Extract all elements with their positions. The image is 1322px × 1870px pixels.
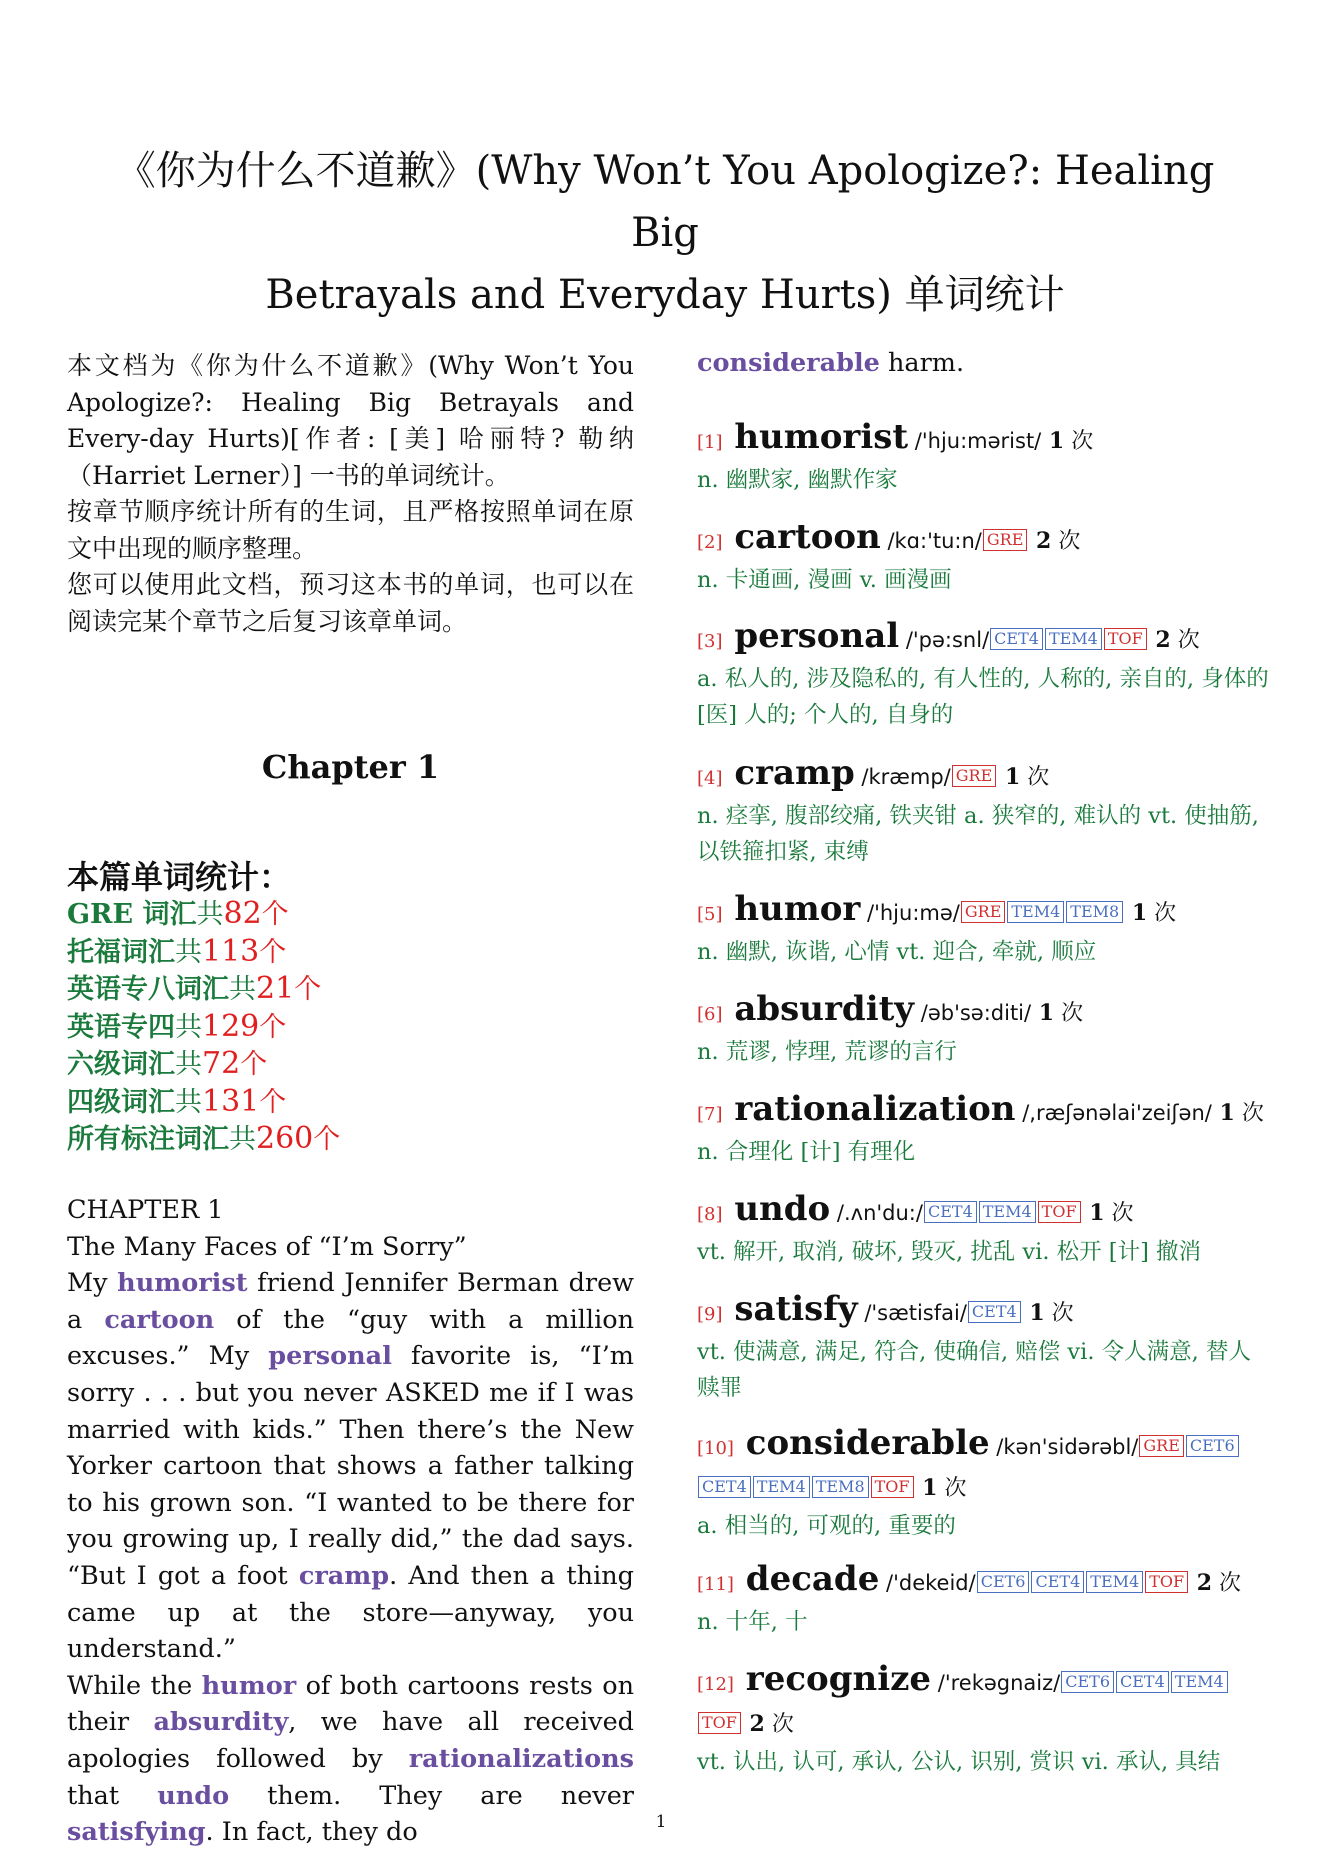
stats-label-suffix: 共 <box>229 974 256 1005</box>
stats-label-suffix: 共 <box>175 1049 202 1080</box>
vocab-tag: CET4 <box>924 1201 977 1223</box>
vocab-header <box>697 990 1269 1034</box>
document-title <box>90 140 1240 326</box>
vocab-index: [10] <box>697 1438 734 1459</box>
intro-p1: 本文档为《你为什么不道歉》(Why Won’t You Apologize?: Healing Big Betrayals and Every-day Hurts)[作者: [美] 哈丽特? 勒纳（Harriet Lerner）] 一书的单词统计。 <box>67 351 634 490</box>
vocab-tag: CET4 <box>1031 1571 1084 1593</box>
stats-label: 托福词汇 <box>67 936 175 968</box>
vocab-word: cramp <box>722 753 855 793</box>
intro-paragraphs <box>67 348 634 640</box>
stats-list <box>67 896 340 1159</box>
vocab-header <box>697 1090 1269 1134</box>
stats-title: 本篇单词统计： <box>67 858 292 896</box>
vocab-index: [2] <box>697 532 723 553</box>
stats-count: 260 <box>256 1121 314 1156</box>
vocab-index: [3] <box>697 631 723 652</box>
vocab-phonetic: /.ʌn'du:/ <box>830 1201 923 1225</box>
vocab-header <box>697 1190 1269 1234</box>
stats-label: 六级词汇 <box>67 1049 175 1080</box>
vocab-tag: CET6 <box>1186 1435 1239 1457</box>
vocab-word: rationalization <box>722 1089 1016 1129</box>
vocab-phonetic: /'hju:mə/ <box>860 901 960 925</box>
vocab-header <box>697 1424 1269 1508</box>
vocab-count: 2 次 <box>741 1711 794 1737</box>
stats-label: GRE 词汇 <box>67 899 197 930</box>
vocab-index: [8] <box>697 1204 723 1225</box>
text-run: of the “guy with a million excuses.” My <box>67 1304 635 1372</box>
vocab-entry <box>697 1660 1269 1780</box>
vocab-phonetic: /,ræʃənəlai'zeiʃən/ <box>1015 1101 1212 1125</box>
vocab-word: recognize <box>733 1659 932 1699</box>
highlight-word[interactable]: satisfying <box>67 1817 206 1848</box>
vocab-header <box>697 1560 1269 1604</box>
vocab-tag: TEM4 <box>1007 901 1064 923</box>
vocab-definition: n. 合理化 [计] 有理化 <box>697 1139 916 1165</box>
vocab-tag: CET4 <box>1116 1671 1169 1693</box>
vocab-index: [5] <box>697 904 723 925</box>
vocab-definition: n. 幽默家, 幽默作家 <box>697 467 898 493</box>
intro-p2: 按章节顺序统计所有的生词，且严格按照单词在原文中出现的顺序整理。 <box>67 497 634 563</box>
stats-label-suffix: 共 <box>175 1086 202 1118</box>
vocab-entry <box>697 890 1269 970</box>
text-run: My <box>67 1268 118 1299</box>
vocab-header <box>697 754 1269 798</box>
vocab-tag: CET4 <box>698 1476 751 1498</box>
vocab-tag: GRE <box>952 765 997 787</box>
vocab-index: [11] <box>697 1574 734 1595</box>
vocab-index: [6] <box>697 1004 723 1025</box>
vocab-count: 2 次 <box>1028 528 1081 554</box>
vocab-header <box>697 1290 1269 1334</box>
vocab-word: undo <box>722 1189 831 1229</box>
vocab-word: satisfy <box>722 1289 858 1329</box>
vocab-phonetic: /'dekeid/ <box>879 1571 976 1595</box>
stats-row <box>67 971 340 1009</box>
vocab-index: [4] <box>697 768 723 789</box>
vocab-phonetic: /'rekəgnaiz/ <box>931 1671 1061 1695</box>
stats-row <box>67 1084 340 1122</box>
vocab-tag: CET4 <box>968 1301 1021 1323</box>
vocab-entry <box>697 418 1269 498</box>
continuation-line <box>697 348 964 378</box>
vocab-definition: n. 荒谬, 悖理, 荒谬的言行 <box>697 1039 957 1065</box>
vocab-definition: n. 卡通画, 漫画 v. 画漫画 <box>697 567 952 593</box>
stats-label: 所有标注词汇 <box>67 1124 229 1155</box>
vocab-word: cartoon <box>722 517 881 557</box>
stats-label-suffix: 共 <box>175 1011 202 1043</box>
highlight-word[interactable]: humor <box>201 1670 297 1701</box>
title-line-2: Betrayals and Everyday Hurts) 单词统计 <box>265 272 1065 318</box>
vocab-header <box>697 890 1269 934</box>
vocab-header <box>697 518 1269 562</box>
vocab-phonetic: /'sætisfai/ <box>857 1301 967 1325</box>
text-run: friend Jennifer Berman drew a <box>67 1268 634 1335</box>
vocab-tag: TEM8 <box>1066 901 1123 923</box>
vocab-phonetic: /kræmp/ <box>854 765 951 789</box>
vocab-count: 1 次 <box>997 764 1050 790</box>
vocab-tag: TEM4 <box>1045 628 1102 650</box>
vocab-phonetic: /'pə:snl/ <box>899 628 990 652</box>
vocab-header <box>697 1660 1269 1744</box>
page-number: 1 <box>655 1812 667 1832</box>
stats-count: 72 <box>202 1046 241 1081</box>
highlight-word[interactable]: considerable <box>697 348 880 378</box>
stats-unit: 个 <box>294 974 322 1005</box>
highlight-word[interactable]: cartoon <box>104 1304 215 1335</box>
vocab-word: absurdity <box>722 989 915 1029</box>
stats-unit: 个 <box>259 936 287 968</box>
title-line-1: 《你为什么不道歉》(Why Won’t You Apologize?: Healing Big <box>115 148 1215 256</box>
stats-unit: 个 <box>240 1049 268 1080</box>
text-run: . In fact, they do <box>205 1817 418 1848</box>
vocab-tag: TEM4 <box>753 1476 810 1498</box>
vocab-entry <box>697 518 1269 598</box>
highlight-word[interactable]: undo <box>157 1780 230 1811</box>
highlight-word[interactable]: cramp <box>298 1560 390 1591</box>
vocab-entry <box>697 754 1269 870</box>
stats-row <box>67 1009 340 1047</box>
vocab-tag: CET4 <box>990 628 1043 650</box>
vocab-entry <box>697 1090 1269 1170</box>
vocab-phonetic: /kɑ:'tu:n/ <box>880 529 982 553</box>
vocab-count: 2 次 <box>1189 1570 1242 1596</box>
stats-row <box>67 1046 340 1084</box>
vocab-tag: GRE <box>1139 1435 1184 1457</box>
vocab-header <box>697 418 1269 462</box>
stats-count: 129 <box>202 1008 260 1044</box>
intro-p3: 您可以使用此文档，预习这本书的单词，也可以在阅读完某个章节之后复习该章单词。 <box>67 570 634 636</box>
text-run: , we have all received apologies followed by <box>67 1707 634 1774</box>
stats-label: 英语专四 <box>67 1011 175 1043</box>
chapter-body <box>67 1192 634 1851</box>
stats-label: 英语专八词汇 <box>67 974 229 1005</box>
stats-unit: 个 <box>259 1011 287 1043</box>
vocab-word: humor <box>722 889 861 929</box>
vocab-phonetic: /kən'sidərəbl/ <box>989 1435 1139 1459</box>
vocab-count: 1 次 <box>1211 1100 1264 1126</box>
paragraph-1 <box>67 1265 634 1668</box>
stats-count: 131 <box>202 1083 260 1119</box>
text-run: While the <box>67 1670 202 1701</box>
vocab-tag: CET6 <box>977 1571 1030 1593</box>
vocab-tag: TOF <box>698 1712 741 1734</box>
vocab-definition: a. 私人的, 涉及隐私的, 有人性的, 人称的, 亲自的, 身体的 [医] 人的; 个人的, 自身的 <box>697 666 1269 728</box>
text-run: that <box>67 1780 158 1811</box>
vocab-word: personal <box>722 616 900 656</box>
vocab-count: 1 次 <box>1031 1000 1084 1026</box>
vocab-phonetic: /əb'sə:diti/ <box>914 1001 1032 1025</box>
stats-row <box>67 896 340 934</box>
vocab-definition: vt. 解开, 取消, 破坏, 毁灭, 扰乱 vi. 松开 [计] 撤消 <box>697 1239 1201 1265</box>
stats-unit: 个 <box>259 1086 287 1118</box>
vocab-definition: vt. 使满意, 满足, 符合, 使确信, 赔偿 vi. 令人满意, 替人赎罪 <box>697 1339 1251 1401</box>
vocab-tag: TEM4 <box>1171 1671 1228 1693</box>
highlight-word[interactable]: humorist <box>117 1268 248 1299</box>
vocab-count: 1 次 <box>1124 900 1177 926</box>
vocab-index: [9] <box>697 1304 723 1325</box>
vocab-word: humorist <box>722 417 909 457</box>
text-run: of both cartoons rests on their <box>67 1670 634 1738</box>
stats-count: 113 <box>202 933 260 969</box>
stats-unit: 个 <box>313 1124 341 1155</box>
vocab-tag: TOF <box>1038 1201 1081 1223</box>
vocab-tag: TOF <box>1104 628 1147 650</box>
chapter-subtitle: The Many Faces of “I’m Sorry” <box>67 1231 467 1262</box>
vocab-entry <box>697 1424 1269 1544</box>
vocab-tag: CET6 <box>1061 1671 1114 1693</box>
text-run: favorite is, “I’m sorry . . . but you never ASKED me if I was married with kids.” Then there’s the New Yorker cartoon that shows a father talking to his grown son. “I wanted to be there for you growing up, I really did,” the dad says. “But I got a foot <box>67 1341 634 1591</box>
vocab-tag: TOF <box>1145 1571 1188 1593</box>
vocab-definition: n. 十年, 十 <box>697 1609 808 1635</box>
vocab-word: considerable <box>733 1423 990 1463</box>
vocab-index: [7] <box>697 1104 723 1125</box>
text-run: them. They are never <box>229 1780 634 1811</box>
vocab-tag: GRE <box>983 529 1028 551</box>
vocab-entry <box>697 1290 1269 1406</box>
vocab-tag: TEM8 <box>812 1476 869 1498</box>
vocab-index: [12] <box>697 1674 734 1695</box>
stats-unit: 个 <box>261 899 289 930</box>
text-run: harm. <box>879 348 965 378</box>
vocab-entry <box>697 617 1269 733</box>
vocab-entry <box>697 1560 1269 1640</box>
vocab-definition: n. 幽默, 诙谐, 心情 vt. 迎合, 牵就, 顺应 <box>697 939 1097 965</box>
stats-label-suffix: 共 <box>175 936 202 968</box>
vocab-entry <box>697 1190 1269 1270</box>
chapter-label: CHAPTER 1 <box>67 1195 224 1225</box>
vocab-definition: vt. 认出, 认可, 承认, 公认, 识别, 赏识 vi. 承认, 具结 <box>697 1749 1221 1775</box>
vocab-phonetic: /'hju:mərist/ <box>908 429 1042 453</box>
vocab-definition: a. 相当的, 可观的, 重要的 <box>697 1513 956 1539</box>
vocab-definition: n. 痉挛, 腹部绞痛, 铁夹钳 a. 狭窄的, 难认的 vt. 使抽筋, 以铁箍扣紧, 束缚 <box>697 803 1259 865</box>
stats-label-suffix: 共 <box>229 1124 256 1155</box>
highlight-word[interactable]: absurdity <box>153 1707 289 1738</box>
stats-count: 82 <box>223 896 262 931</box>
vocab-count: 1 次 <box>914 1475 967 1501</box>
vocab-entry <box>697 990 1269 1070</box>
highlight-word[interactable]: rationalizations <box>408 1743 634 1774</box>
vocab-tag: TEM4 <box>1086 1571 1143 1593</box>
vocab-tag: TOF <box>871 1476 914 1498</box>
stats-label: 四级词汇 <box>67 1086 175 1118</box>
vocab-tag: TEM4 <box>979 1201 1036 1223</box>
vocab-word: decade <box>733 1559 880 1599</box>
vocab-tag: GRE <box>961 901 1006 923</box>
vocab-index: [1] <box>697 432 723 453</box>
vocab-count: 1 次 <box>1081 1200 1134 1226</box>
vocab-count: 1 次 <box>1021 1300 1074 1326</box>
stats-row <box>67 1121 340 1159</box>
text-run: . And then a thing came up at the store—anyway, you understand.” <box>67 1560 634 1665</box>
vocab-count: 1 次 <box>1041 428 1094 454</box>
stats-label-suffix: 共 <box>196 899 224 930</box>
chapter-heading: Chapter 1 <box>261 748 440 786</box>
stats-row <box>67 934 340 972</box>
highlight-word[interactable]: personal <box>268 1341 392 1372</box>
stats-count: 21 <box>256 971 295 1006</box>
vocab-header <box>697 617 1269 661</box>
vocab-count: 2 次 <box>1147 627 1200 653</box>
